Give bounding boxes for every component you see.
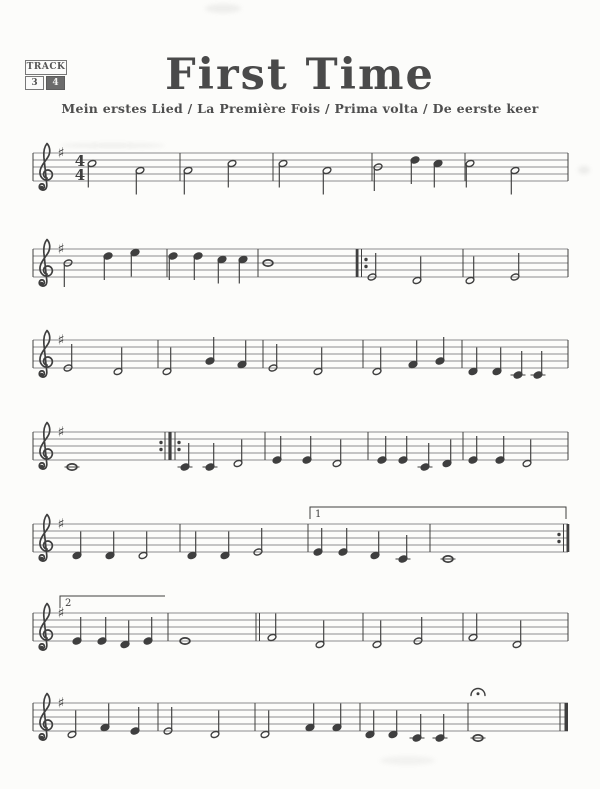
time-signature-denominator: 4 [74,166,86,184]
key-signature-sharp: ♯ [57,516,65,533]
volta-bracket-1 [310,507,566,520]
note-E4-quarter [377,436,387,464]
note-C5-half [465,159,475,187]
note-D4-half [315,621,325,649]
key-signature-sharp: ♯ [57,332,65,349]
note-G4-quarter [435,337,445,365]
note-A4-half [183,166,193,194]
fermata-icon [471,689,485,696]
staff-system-2 [33,240,568,288]
note-C5-quarter [217,255,227,283]
note-D4-half [522,440,532,468]
track-badge-label: TRACK [25,60,67,75]
note-C5-quarter [238,255,248,283]
note-D4-quarter [105,532,115,560]
note-A4-half [510,166,520,194]
note-D4-quarter [187,532,197,560]
staff-system-4 [33,423,568,472]
note-C4-quarter [511,351,526,379]
key-signature-sharp: ♯ [57,145,65,162]
note-D5-quarter [103,252,113,280]
volta-label: 1 [315,509,322,520]
note-F4-quarter [305,704,315,732]
note-C4-whole [65,464,80,470]
note-C4-whole [441,556,456,562]
note-D4-half [210,711,220,739]
note-D4-quarter [492,348,502,376]
note-C5-quarter [433,159,443,187]
note-E4-quarter [97,617,107,645]
note-E4-quarter [130,707,140,735]
note-E4-quarter [143,617,153,645]
key-signature-sharp: ♯ [57,695,65,712]
note-F4-half [267,614,277,642]
page-title: First Time [165,50,435,100]
note-E4-quarter [468,436,478,464]
note-E4-quarter [495,436,505,464]
note-D4-half [372,621,382,649]
note-D4-quarter [220,532,230,560]
note-F4-half [468,614,478,642]
note-C4-quarter [203,443,218,471]
note-C5-half [87,159,97,187]
note-F4-quarter [408,341,418,369]
note-D4-quarter [370,532,380,560]
note-E5-quarter [130,248,140,276]
note-D4-half [332,440,342,468]
note-E4-quarter [338,528,348,556]
staff-system-5 [33,507,569,563]
note-E4-quarter [313,528,323,556]
note-G4-quarter [205,337,215,365]
note-D4-half [465,257,475,285]
note-E4-quarter [272,436,282,464]
note-A4-half [135,166,145,194]
note-F4-quarter [100,704,110,732]
note-D4-half [233,440,243,468]
note-D4-quarter [442,440,452,468]
note-C4-quarter [410,714,425,742]
note-D4-half [260,711,270,739]
note-A4-half [322,166,332,194]
note-C4-quarter [396,535,411,563]
note-D4-half [313,348,323,376]
note-D5-quarter [410,156,420,184]
page-subtitle: Mein erstes Lied / La Première Fois / Prima volta / De eerste keer [61,101,539,116]
note-D4-quarter [120,621,130,649]
note-D5-quarter [168,252,178,280]
note-D4-half [372,348,382,376]
note-D5-quarter [193,252,203,280]
note-D4-quarter [468,348,478,376]
note-E4-quarter [302,436,312,464]
note-C5-half [278,159,288,187]
note-C4-quarter [418,443,433,471]
key-signature-sharp: ♯ [57,241,65,258]
staff-system-1 [33,144,568,195]
staff-system-7 [33,689,568,743]
volta-bracket-2 [60,596,165,609]
note-C4-quarter [531,351,546,379]
note-D4-half [67,711,77,739]
track-number-4: 4 [46,76,65,90]
note-D4-half [113,348,123,376]
note-F4-quarter [332,704,342,732]
note-D4-quarter [365,711,375,739]
note-F4-quarter [237,341,247,369]
note-D4-quarter [388,711,398,739]
note-D4-half [412,257,422,285]
note-E4-quarter [72,617,82,645]
time-signature-numerator: 4 [74,152,86,170]
note-C4-quarter [433,714,448,742]
note-C4-quarter [178,443,193,471]
note-E4-quarter [398,436,408,464]
volta-label: 2 [65,598,72,609]
key-signature-sharp: ♯ [57,424,65,441]
staff-system-6 [33,596,568,650]
note-D4-half [162,348,172,376]
staff-system-3 [33,331,568,380]
note-D4-half [512,621,522,649]
note-C4-whole [471,735,486,741]
key-signature-sharp: ♯ [57,605,65,622]
note-C5-half [227,159,237,187]
note-D4-quarter [72,532,82,560]
note-D4-half [138,532,148,560]
track-number-3: 3 [25,76,44,90]
